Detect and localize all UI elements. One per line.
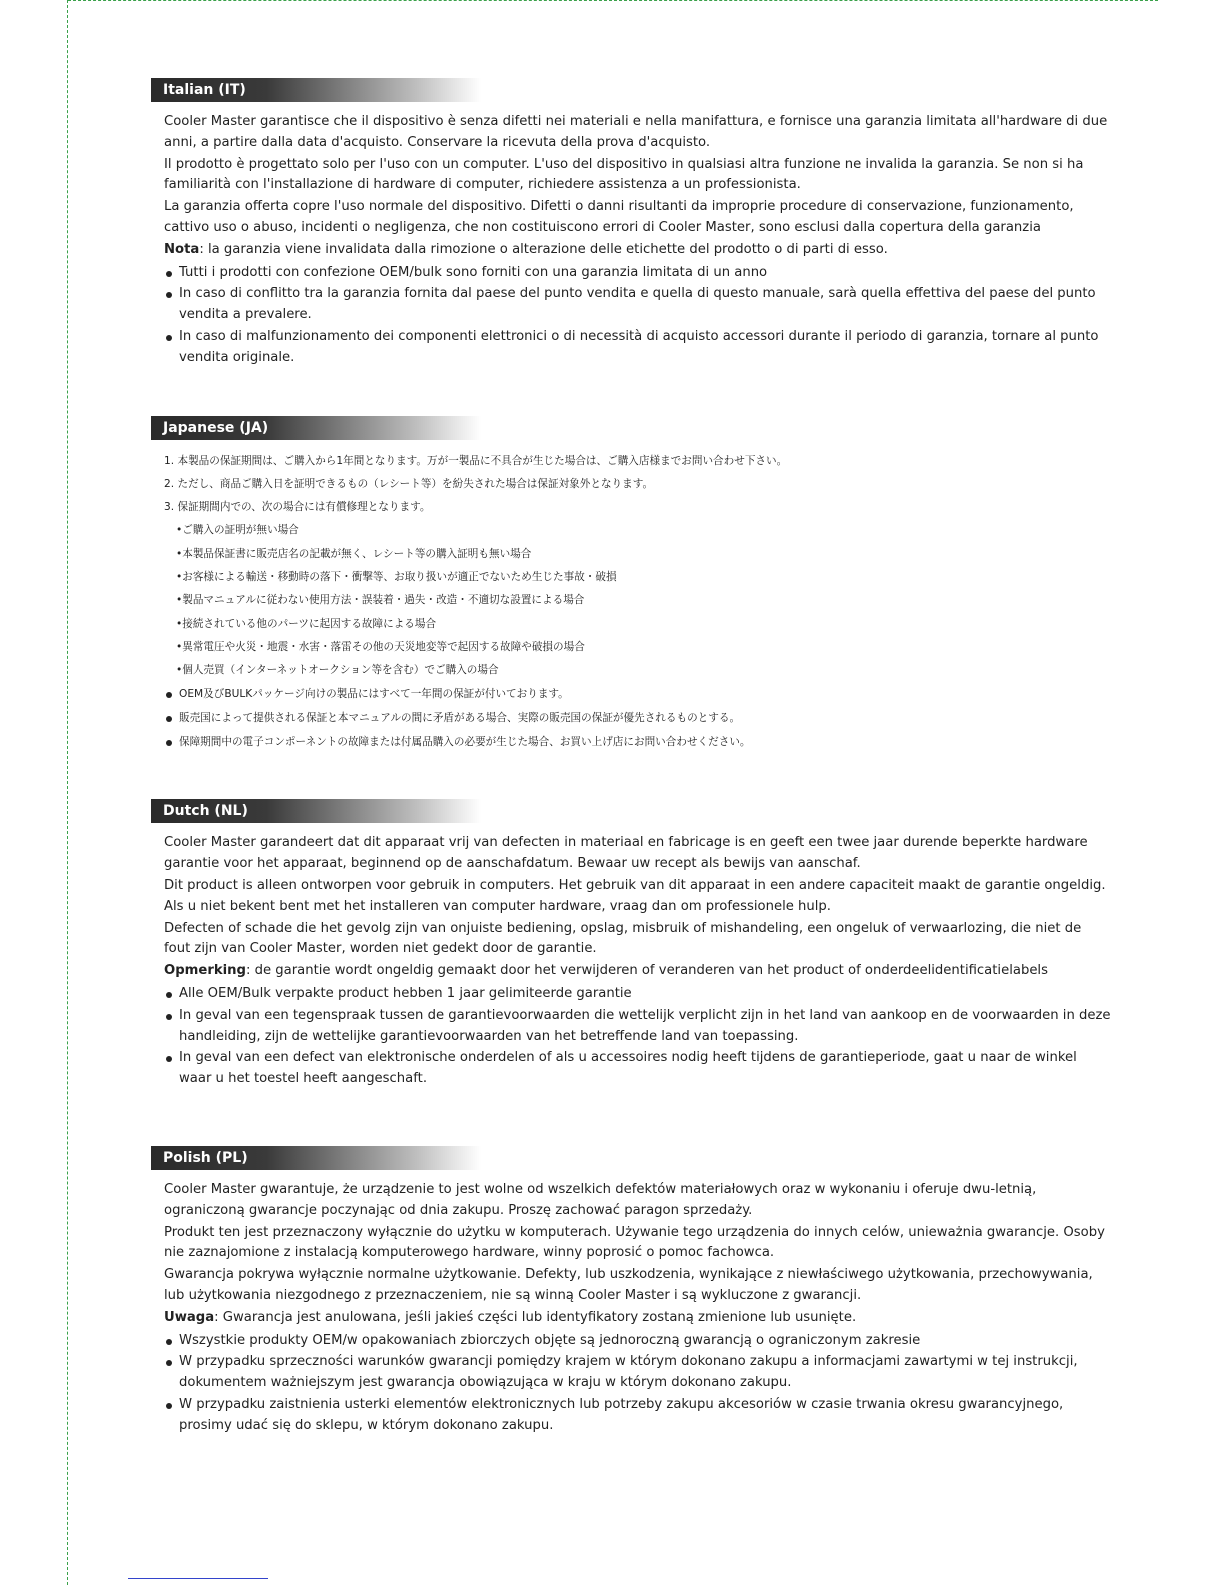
bullet-list — [164, 263, 1111, 369]
sub-item: •本製品保証書に販売店名の記載が無く、レシート等の購入証明も無い場合 — [176, 547, 532, 560]
note — [164, 961, 1111, 982]
list-item: In caso di malfunzionamento dei componenti elettronici o di necessità di acquisto accessori durante il periodo di garanzia, tornare al punto vendita originale. — [164, 327, 1111, 369]
list-item: 販売国によって提供される保証と本マニュアルの間に矛盾がある場合、実際の販売国の保証が優先されるものとする。 — [164, 707, 1111, 730]
sub-item: •接続されている他のパーツに起因する故障による場合 — [176, 617, 437, 630]
section-japanese — [151, 416, 1111, 755]
list-item: In geval van een tegenspraak tussen de garantievoorwaarden die wettelijk verplicht zijn in het land van aankoop en de voorwaarden in deze handleiding, zijn de wettelijke garantievoorwaarden van het betreffende land van toepassing. — [164, 1006, 1111, 1048]
section-polish — [151, 1146, 1111, 1437]
list-item: OEM及びBULKパッケージ向けの製品にはすべて一年間の保証が付いております。 — [164, 683, 1111, 706]
warranty-page — [151, 78, 1111, 1438]
section-title-polish: Polish (PL) — [151, 1146, 481, 1170]
paragraph: Cooler Master garandeert dat dit apparaat vrij van defecten in materiaal en fabricage is en geeft een twee jaar durende beperkte hardware garantie voor het apparaat, beginnend op de aanschafdatum. Bewaar uw recept als bewijs van aanschaf. — [164, 835, 1088, 872]
list-item: Tutti i prodotti con confezione OEM/bulk sono forniti con una garanzia limitata di un anno — [164, 263, 1111, 284]
paragraph: La garanzia offerta copre l'uso normale del dispositivo. Difetti o danni risultanti da improprie procedure di conservazione, funzionamento, cattivo uso o abuso, incidenti o negligenza, che non costituiscono errori di Cooler Master, sono esclusi dalla copertura della garanzia — [164, 199, 1074, 235]
bullet-list — [164, 984, 1111, 1090]
note — [164, 240, 1111, 261]
paragraph: Cooler Master garantisce che il dispositivo è senza difetti nei materiali e nella manifattura, e fornisce una garanzia limitata all'hardware di due anni, a partire dalla data d'acquisto. Conservare la ricevuta della prova d'acquisto. — [164, 114, 1108, 150]
section-title-japanese: Japanese (JA) — [151, 416, 481, 440]
list-item: W przypadku sprzeczności warunków gwarancji pomiędzy krajem w którym dokonano zakupu a informacjami zawartymi w tej instrukcji, dokumentem ważniejszym jest gwarancja obowiązująca w kraju w którym dokonano zakupu. — [164, 1352, 1111, 1394]
section-body-polish — [151, 1180, 1111, 1437]
list-item: In caso di conflitto tra la garanzia fornita dal paese del punto vendita e quella di questo manuale, sarà quella effettiva del paese del punto vendita a prevalere. — [164, 284, 1111, 326]
bullet-list — [164, 683, 1111, 755]
page-border-left — [67, 0, 68, 1585]
sub-item: •異常電圧や火災・地震・水害・落雷その他の天災地変等で起因する故障や破損の場合 — [176, 640, 585, 653]
note-text: : Gwarancja jest anulowana, jeśli jakieś części lub identyfikatory zostaną zmienione lub usunięte. — [214, 1309, 857, 1325]
section-title-dutch: Dutch (NL) — [151, 799, 481, 823]
paragraph: Dit product is alleen ontworpen voor gebruik in computers. Het gebruik van dit apparaat in een andere capaciteit maakt de garantie ongeldig. Als u niet bekent bent met het installeren van computer hardware, vraag dan om professionele hulp. — [164, 878, 1106, 914]
note-label: Opmerking — [164, 963, 246, 979]
page-border-top — [68, 0, 1158, 1]
list-item: Alle OEM/Bulk verpakte product hebben 1 jaar gelimiteerde garantie — [164, 984, 1111, 1005]
sub-item: •個人売買（インターネットオークション等を含む）でご購入の場合 — [176, 664, 499, 677]
paragraph: Il prodotto è progettato solo per l'uso con un computer. L'uso del dispositivo in qualsiasi altra funzione ne invalida la garanzia. Se non si ha familiarità con l'installazione di hardware di computer, richiedere assistenza a un professionista. — [164, 156, 1084, 193]
numbered-item: 3. 保証期間内での、次の場合には有償修理となります。 — [164, 501, 431, 514]
paragraph: Defecten of schade die het gevolg zijn van onjuiste bediening, opslag, misbruik of mishandeling, een ongeluk of verwaarlozing, die niet de fout zijn van Cooler Master, worden niet gedekt door de garantie. — [164, 920, 1082, 957]
bullet-list — [164, 1331, 1111, 1437]
section-body-dutch — [151, 833, 1111, 1090]
note-label: Nota — [164, 241, 200, 257]
paragraph: Cooler Master gwarantuje, że urządzenie to jest wolne od wszelkich defektów materiałowych oraz w wykonaniu i oferuje dwu-letnią, ograniczoną gwarancje poczynając od dnia zakupu. Proszę zachować paragon sprzedaży. — [164, 1181, 1037, 1218]
list-item: Wszystkie produkty OEM/w opakowaniach zbiorczych objęte są jednoroczną gwarancją o ograniczonym zakresie — [164, 1331, 1111, 1352]
numbered-item: 2. ただし、商品ご購入日を証明できるもの（レシート等）を紛失された場合は保証対象外となります。 — [164, 477, 654, 490]
list-item: W przypadku zaistnienia usterki elementów elektronicznych lub potrzeby zakupu akcesoriów w czasie trwania okresu gwarancyjnego, prosimy udać się do sklepu, w którym dokonano zakupu. — [164, 1395, 1111, 1437]
sub-item: •製品マニュアルに従わない使用方法・誤装着・過失・改造・不適切な設置による場合 — [176, 594, 585, 607]
sub-item: •ご購入の証明が無い場合 — [176, 524, 299, 537]
list-item: 保障期間中の電子コンポーネントの故障または付属品購入の必要が生じた場合、お買い上げ店にお問い合わせください。 — [164, 731, 1111, 754]
paragraph: Produkt ten jest przeznaczony wyłącznie do użytku w komputerach. Używanie tego urządzenia do innych celów, unieważnia gwarancje. Osoby nie zaznajomione z instalacją komputerowego hardware, winny poprosić o pomoc fachowca. — [164, 1224, 1105, 1261]
section-body-italian — [151, 112, 1111, 369]
list-item: In geval van een defect van elektronische onderdelen of als u accessoires nodig heeft tijdens de garantieperiode, gaat u naar de winkel waar u het toestel heeft aangeschaft. — [164, 1048, 1111, 1090]
note-text: : la garanzia viene invalidata dalla rimozione o alterazione delle etichette del prodotto o di parti di esso. — [199, 241, 888, 257]
paragraph: Gwarancja pokrywa wyłącznie normalne użytkowanie. Defekty, lub uszkodzenia, wynikające z niewłaściwego użytkowania, przechowywania, lub użytkowania niezgodnego z przeznaczeniem, nie są winną Cooler Master i są wykluczone z gwarancji. — [164, 1267, 1093, 1303]
note — [164, 1308, 1111, 1329]
section-title-italian: Italian (IT) — [151, 78, 481, 102]
section-dutch — [151, 799, 1111, 1090]
section-italian — [151, 78, 1111, 369]
section-body-japanese — [151, 450, 1111, 755]
numbered-item: 1. 本製品の保証期間は、ご購入から1年間となります。万が一製品に不具合が生じた場合は、ご購入店様までお問い合わせ下さい。 — [164, 454, 788, 467]
sub-item: •お客様による輸送・移動時の落下・衝撃等、お取り扱いが適正でないため生じた事故・破損 — [176, 571, 617, 584]
bottom-rule — [128, 1578, 268, 1579]
note-text: : de garantie wordt ongeldig gemaakt door het verwijderen of veranderen van het product of onderdeelidentificatielabels — [245, 963, 1048, 979]
note-label: Uwaga — [164, 1309, 215, 1325]
